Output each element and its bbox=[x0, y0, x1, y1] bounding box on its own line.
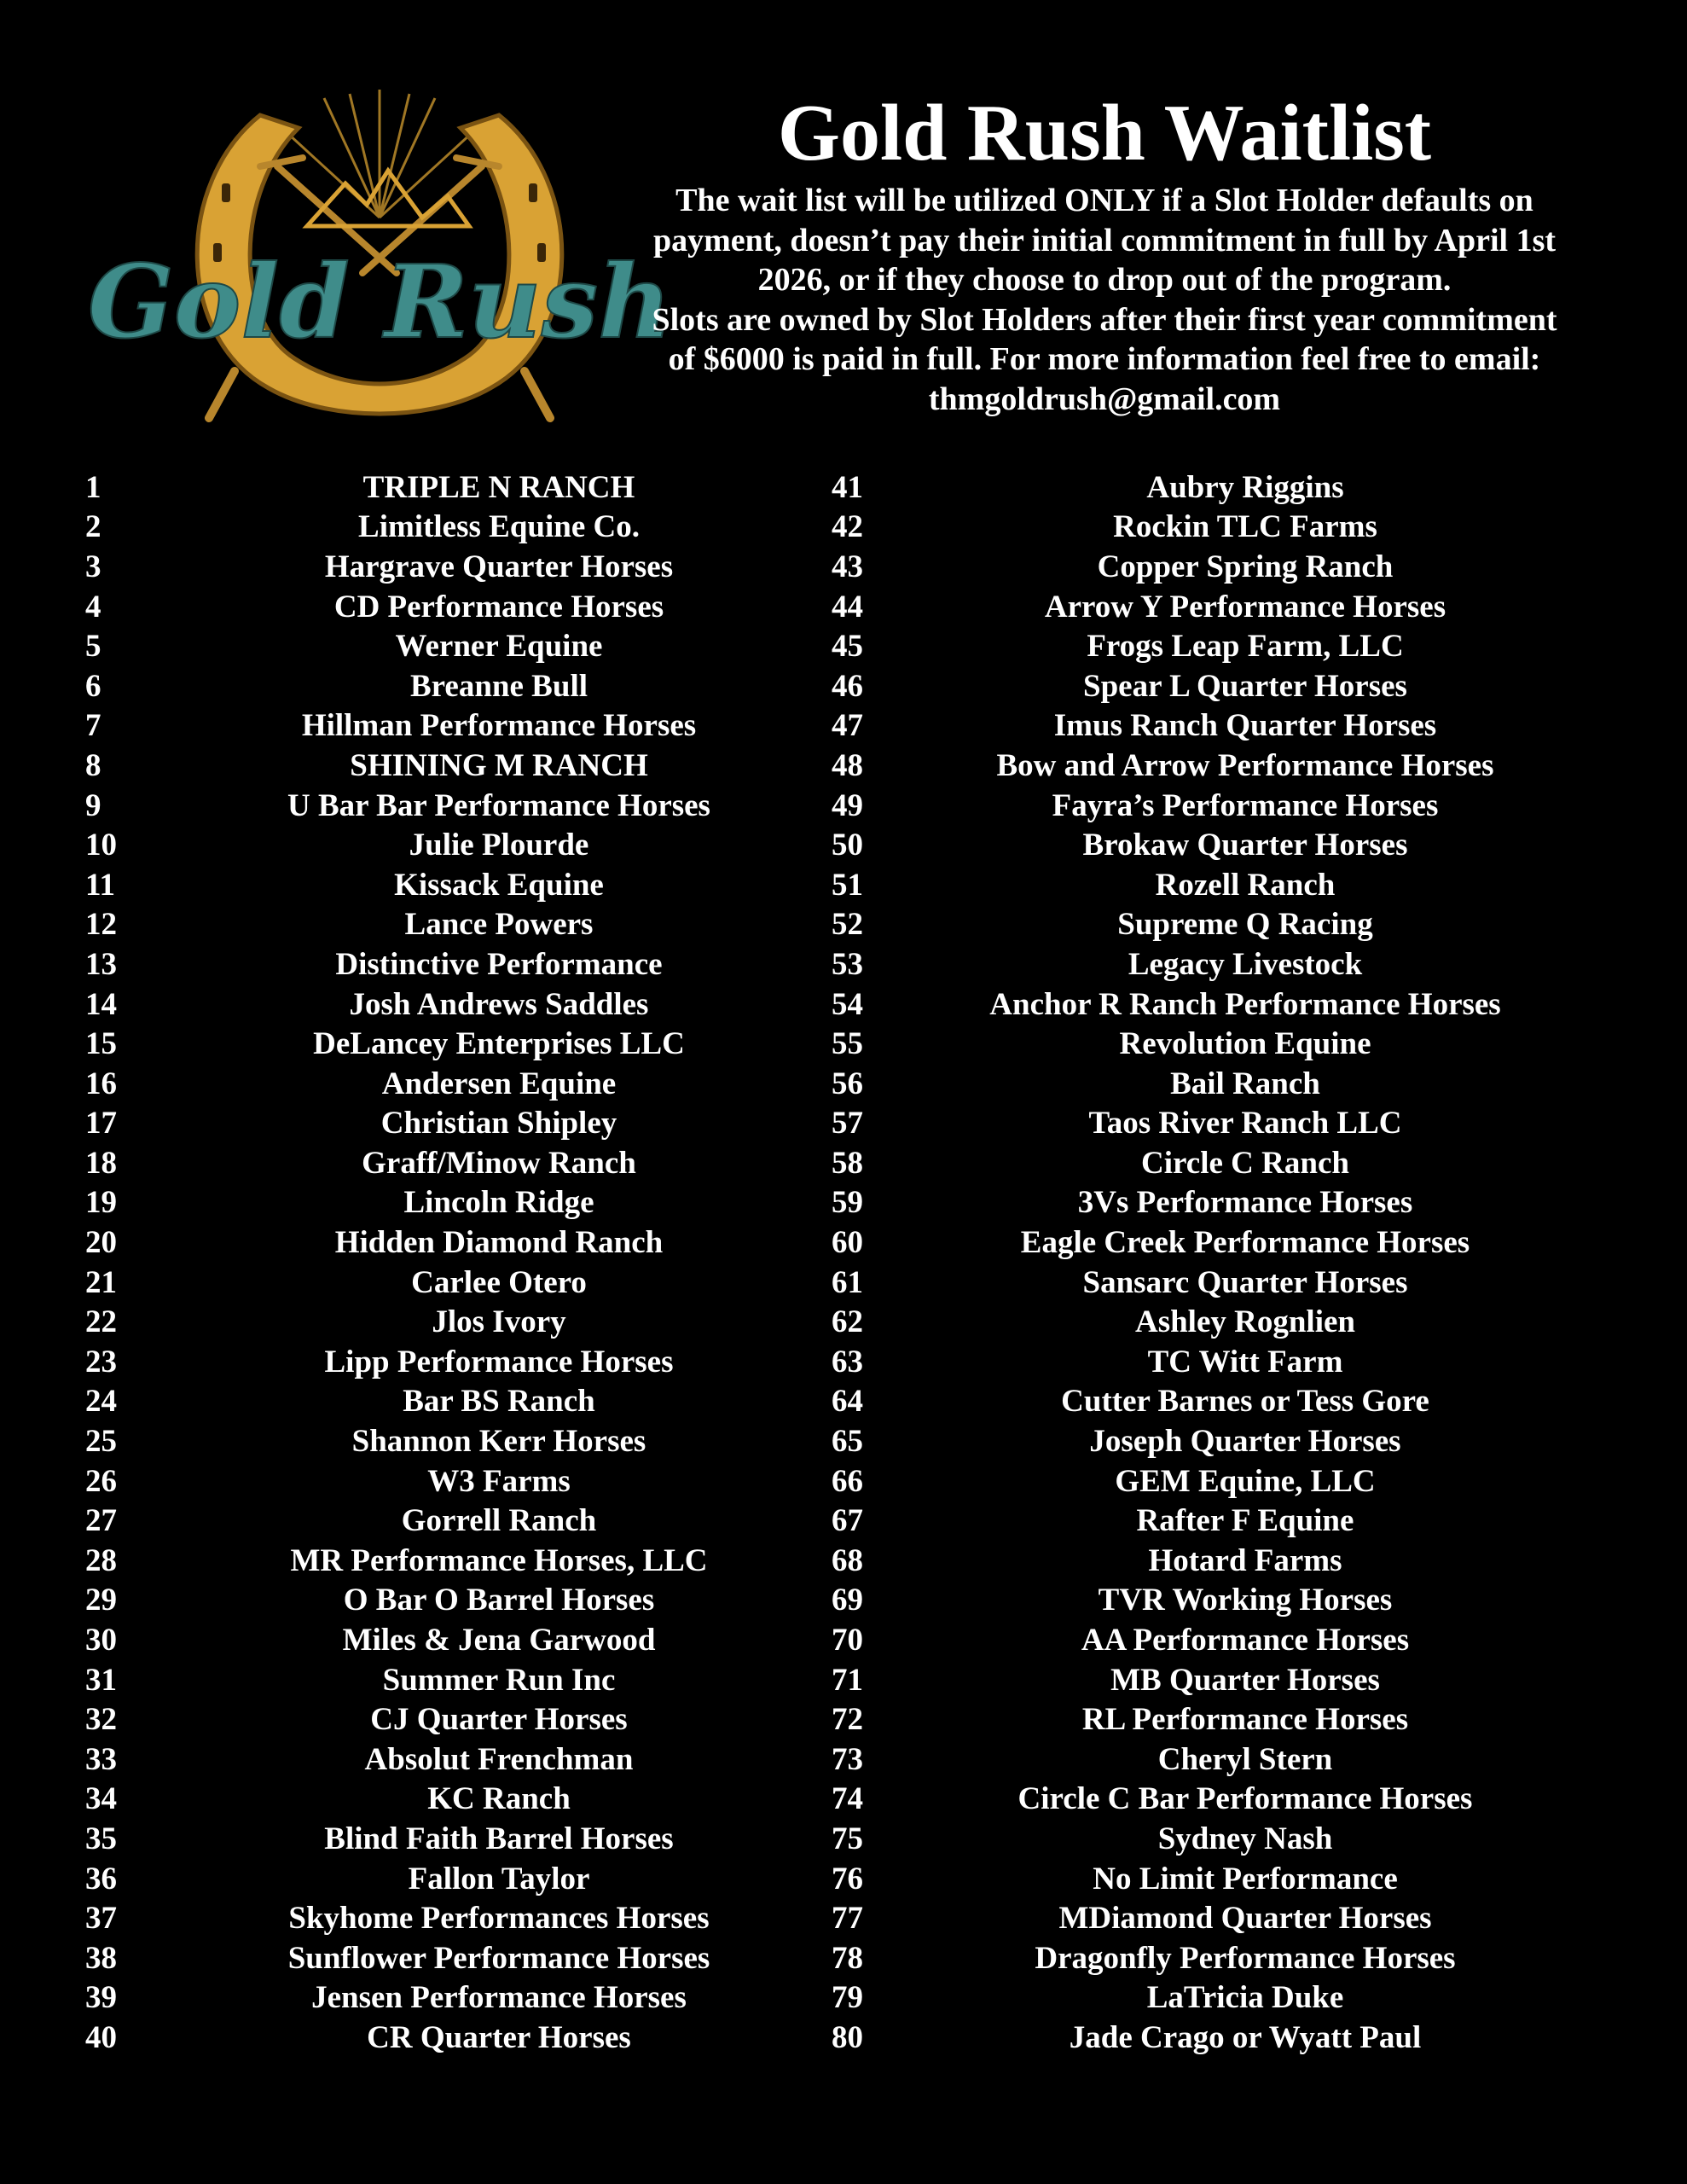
list-item bbox=[832, 1223, 1616, 1263]
list-item bbox=[85, 1223, 870, 1263]
slot-holder-name: Blind Faith Barrel Horses bbox=[324, 1821, 674, 1856]
slot-number: 49 bbox=[832, 787, 863, 823]
slot-holder-name: Bail Ranch bbox=[1170, 1066, 1320, 1101]
slot-number: 57 bbox=[832, 1106, 863, 1141]
slot-number: 30 bbox=[85, 1623, 117, 1658]
list-item bbox=[85, 1461, 870, 1502]
list-item bbox=[832, 1620, 1616, 1660]
slot-number: 43 bbox=[832, 549, 863, 584]
slot-number: 72 bbox=[832, 1702, 863, 1738]
slot-holder-name: Bar BS Ranch bbox=[403, 1384, 595, 1420]
list-item bbox=[832, 1660, 1616, 1700]
list-item bbox=[85, 1898, 870, 1938]
slot-number: 11 bbox=[85, 867, 115, 903]
list-item bbox=[85, 1302, 870, 1342]
slot-number: 47 bbox=[832, 708, 863, 744]
description bbox=[640, 181, 1569, 420]
list-item bbox=[832, 1263, 1616, 1303]
slot-number: 7 bbox=[85, 708, 101, 744]
slot-holder-name: Distinctive Performance bbox=[335, 946, 663, 982]
slot-holder-name: Christian Shipley bbox=[380, 1106, 617, 1141]
slot-holder-name: Spear L Quarter Horses bbox=[1083, 668, 1407, 704]
horseshoe-pickaxe-mountain-icon bbox=[88, 90, 671, 448]
description-line: 2026, or if they choose to drop out of the program. bbox=[757, 262, 1452, 299]
slot-number: 38 bbox=[85, 1940, 117, 1976]
slot-holder-name: Shannon Kerr Horses bbox=[351, 1424, 646, 1460]
list-item bbox=[85, 1541, 870, 1581]
list-item bbox=[85, 1143, 870, 1183]
slot-number: 9 bbox=[85, 787, 101, 823]
slot-holder-name: W3 Farms bbox=[427, 1463, 571, 1499]
list-item bbox=[832, 1104, 1616, 1144]
slot-number: 17 bbox=[85, 1106, 117, 1141]
slot-number: 77 bbox=[832, 1901, 863, 1937]
list-item bbox=[832, 985, 1616, 1025]
slot-number: 53 bbox=[832, 946, 863, 982]
slot-number: 34 bbox=[85, 1781, 117, 1817]
slot-number: 80 bbox=[832, 2019, 863, 2055]
list-item bbox=[85, 1859, 870, 1899]
slot-number: 27 bbox=[85, 1503, 117, 1539]
slot-number: 76 bbox=[832, 1861, 863, 1896]
slot-holder-name: MB Quarter Horses bbox=[1110, 1662, 1380, 1698]
slot-number: 6 bbox=[85, 668, 101, 704]
slot-holder-name: Cheryl Stern bbox=[1157, 1741, 1333, 1777]
slot-holder-name: TVR Working Horses bbox=[1098, 1583, 1393, 1618]
slot-holder-name: Brokaw Quarter Horses bbox=[1082, 828, 1408, 863]
slot-holder-name: Hotard Farms bbox=[1148, 1542, 1342, 1578]
slot-number: 56 bbox=[832, 1066, 863, 1101]
list-item bbox=[832, 1938, 1616, 1978]
slot-number: 29 bbox=[85, 1583, 117, 1618]
slot-number: 1 bbox=[85, 469, 101, 505]
list-item bbox=[832, 944, 1616, 985]
list-item bbox=[832, 746, 1616, 786]
slot-number: 46 bbox=[832, 668, 863, 704]
slot-number: 13 bbox=[85, 946, 117, 982]
slot-number: 37 bbox=[85, 1901, 117, 1937]
description-line: payment, doesn’t pay their initial commitment in full by April 1st bbox=[652, 222, 1557, 258]
list-item bbox=[832, 1740, 1616, 1780]
list-item bbox=[832, 1699, 1616, 1740]
slot-holder-name: Absolut Frenchman bbox=[364, 1741, 634, 1777]
list-item bbox=[832, 786, 1616, 826]
slot-holder-name: AA Performance Horses bbox=[1081, 1623, 1410, 1658]
list-item bbox=[832, 666, 1616, 706]
slot-number: 63 bbox=[832, 1344, 863, 1380]
list-item bbox=[832, 468, 1616, 508]
page-title: Gold Rush Waitlist bbox=[777, 89, 1432, 177]
list-item bbox=[85, 587, 870, 627]
slot-number: 2 bbox=[85, 509, 101, 545]
list-item bbox=[85, 1660, 870, 1700]
slot-number: 33 bbox=[85, 1741, 117, 1777]
slot-number: 62 bbox=[832, 1304, 863, 1340]
slot-holder-name: LaTricia Duke bbox=[1146, 1980, 1344, 2016]
slot-number: 26 bbox=[85, 1463, 117, 1499]
slot-holder-name: Lipp Performance Horses bbox=[324, 1344, 674, 1380]
list-item bbox=[85, 1699, 870, 1740]
list-item bbox=[85, 1183, 870, 1223]
list-item bbox=[85, 706, 870, 746]
slot-number: 32 bbox=[85, 1702, 117, 1738]
slot-number: 74 bbox=[832, 1781, 863, 1817]
slot-holder-name: Skyhome Performances Horses bbox=[288, 1901, 710, 1937]
slot-holder-name: Copper Spring Ranch bbox=[1097, 549, 1394, 584]
list-item bbox=[832, 905, 1616, 945]
list-item bbox=[832, 706, 1616, 746]
slot-number: 28 bbox=[85, 1542, 117, 1578]
list-item bbox=[832, 1183, 1616, 1223]
list-item bbox=[85, 1978, 870, 2018]
slot-holder-name: Miles & Jena Garwood bbox=[342, 1623, 656, 1658]
list-item bbox=[85, 1064, 870, 1104]
slot-holder-name: Circle C Ranch bbox=[1141, 1145, 1349, 1181]
list-item bbox=[85, 944, 870, 985]
slot-holder-name: Bow and Arrow Performance Horses bbox=[996, 747, 1494, 783]
list-item bbox=[832, 626, 1616, 666]
list-item bbox=[832, 508, 1616, 548]
slot-holder-name: Ashley Rognlien bbox=[1134, 1304, 1355, 1340]
slot-holder-name: CD Performance Horses bbox=[333, 589, 664, 624]
list-item bbox=[85, 1421, 870, 1461]
list-item bbox=[85, 508, 870, 548]
slot-number: 45 bbox=[832, 629, 863, 665]
slot-number: 50 bbox=[832, 828, 863, 863]
slot-number: 55 bbox=[832, 1026, 863, 1062]
slot-number: 70 bbox=[832, 1623, 863, 1658]
list-item bbox=[832, 1302, 1616, 1342]
slot-number: 22 bbox=[85, 1304, 117, 1340]
slot-number: 69 bbox=[832, 1583, 863, 1618]
slot-holder-name: No Limit Performance bbox=[1093, 1861, 1398, 1896]
slot-number: 18 bbox=[85, 1145, 117, 1181]
slot-number: 20 bbox=[85, 1225, 117, 1261]
slot-number: 39 bbox=[85, 1980, 117, 2016]
slot-number: 48 bbox=[832, 747, 863, 783]
slot-number: 40 bbox=[85, 2019, 117, 2055]
list-item bbox=[85, 1740, 870, 1780]
waitlist-right-column bbox=[832, 468, 1616, 2058]
slot-number: 75 bbox=[832, 1821, 863, 1856]
slot-holder-name: Kissack Equine bbox=[394, 867, 604, 903]
slot-holder-name: RL Performance Horses bbox=[1081, 1702, 1409, 1738]
slot-holder-name: Anchor R Ranch Performance Horses bbox=[989, 986, 1501, 1022]
list-item bbox=[832, 825, 1616, 865]
slot-holder-name: CR Quarter Horses bbox=[367, 2019, 631, 2055]
slot-holder-name: O Bar O Barrel Horses bbox=[343, 1583, 655, 1618]
slot-number: 58 bbox=[832, 1145, 863, 1181]
slot-number: 59 bbox=[832, 1185, 863, 1221]
list-item bbox=[832, 1342, 1616, 1382]
slot-number: 35 bbox=[85, 1821, 117, 1856]
slot-holder-name: TC Witt Farm bbox=[1147, 1344, 1343, 1380]
list-item bbox=[85, 1104, 870, 1144]
slot-holder-name: Sunflower Performance Horses bbox=[287, 1940, 710, 1976]
list-item bbox=[85, 666, 870, 706]
description-line: of $6000 is paid in full. For more information feel free to email: bbox=[668, 341, 1541, 378]
slot-number: 52 bbox=[832, 907, 863, 943]
slot-holder-name: Hargrave Quarter Horses bbox=[324, 549, 674, 584]
list-item bbox=[85, 468, 870, 508]
list-item bbox=[85, 1819, 870, 1859]
slot-holder-name: CJ Quarter Horses bbox=[370, 1702, 628, 1738]
slot-number: 24 bbox=[85, 1384, 117, 1420]
slot-number: 10 bbox=[85, 828, 117, 863]
slot-holder-name: MR Performance Horses, LLC bbox=[290, 1542, 708, 1578]
list-item bbox=[85, 985, 870, 1025]
slot-holder-name: Julie Plourde bbox=[409, 828, 589, 863]
list-item bbox=[832, 587, 1616, 627]
slot-holder-name: SHINING M RANCH bbox=[350, 747, 648, 783]
list-item bbox=[85, 905, 870, 945]
slot-holder-name: Rockin TLC Farms bbox=[1113, 509, 1377, 545]
slot-holder-name: Sydney Nash bbox=[1157, 1821, 1333, 1856]
list-item bbox=[832, 1501, 1616, 1541]
list-item bbox=[85, 1780, 870, 1820]
list-item bbox=[832, 1064, 1616, 1104]
slot-holder-name: MDiamond Quarter Horses bbox=[1058, 1901, 1432, 1937]
list-item bbox=[85, 1581, 870, 1621]
slot-holder-name: Gorrell Ranch bbox=[401, 1503, 597, 1539]
list-item bbox=[832, 1421, 1616, 1461]
slot-holder-name: Frogs Leap Farm, LLC bbox=[1087, 629, 1404, 665]
slot-holder-name: Graff/Minow Ranch bbox=[362, 1145, 636, 1181]
slot-number: 54 bbox=[832, 986, 863, 1022]
slot-number: 65 bbox=[832, 1424, 863, 1460]
slot-holder-name: Aubry Riggins bbox=[1146, 469, 1344, 505]
slot-holder-name: Joseph Quarter Horses bbox=[1089, 1424, 1401, 1460]
slot-number: 19 bbox=[85, 1185, 117, 1221]
list-item bbox=[832, 1382, 1616, 1422]
list-item bbox=[832, 1581, 1616, 1621]
slot-holder-name: Revolution Equine bbox=[1119, 1026, 1371, 1062]
list-item bbox=[832, 1780, 1616, 1820]
list-item bbox=[85, 2018, 870, 2058]
list-item bbox=[832, 1143, 1616, 1183]
list-item bbox=[85, 1382, 870, 1422]
slot-holder-name: Josh Andrews Saddles bbox=[349, 986, 649, 1022]
slot-number: 60 bbox=[832, 1225, 863, 1261]
slot-holder-name: Imus Ranch Quarter Horses bbox=[1053, 708, 1437, 744]
slot-holder-name: Carlee Otero bbox=[411, 1264, 587, 1300]
slot-number: 16 bbox=[85, 1066, 117, 1101]
slot-number: 8 bbox=[85, 747, 101, 783]
slot-holder-name: Jade Crago or Wyatt Paul bbox=[1069, 2019, 1422, 2055]
slot-holder-name: Summer Run Inc bbox=[382, 1662, 616, 1698]
slot-holder-name: TRIPLE N RANCH bbox=[362, 469, 635, 505]
slot-holder-name: Lincoln Ridge bbox=[403, 1185, 594, 1221]
list-item bbox=[85, 626, 870, 666]
slot-holder-name: Rafter F Equine bbox=[1136, 1503, 1354, 1539]
slot-holder-name: Hillman Performance Horses bbox=[301, 708, 697, 744]
slot-holder-name: GEM Equine, LLC bbox=[1115, 1463, 1376, 1499]
slot-holder-name: KC Ranch bbox=[427, 1781, 571, 1817]
slot-number: 31 bbox=[85, 1662, 117, 1698]
waitlist-left-column bbox=[85, 468, 870, 2058]
list-item bbox=[85, 1620, 870, 1660]
list-item bbox=[832, 1859, 1616, 1899]
slot-holder-name: Rozell Ranch bbox=[1155, 867, 1336, 903]
slot-holder-name: Sansarc Quarter Horses bbox=[1082, 1264, 1408, 1300]
header bbox=[640, 85, 1569, 420]
slot-holder-name: Breanne Bull bbox=[410, 668, 588, 704]
list-item bbox=[85, 746, 870, 786]
slot-number: 64 bbox=[832, 1384, 863, 1420]
description-line: The wait list will be utilized ONLY if a Slot Holder defaults on bbox=[675, 183, 1533, 218]
slot-number: 78 bbox=[832, 1940, 863, 1976]
slot-number: 3 bbox=[85, 549, 101, 584]
slot-holder-name: Supreme Q Racing bbox=[1117, 907, 1373, 943]
slot-number: 15 bbox=[85, 1026, 117, 1062]
slot-number: 66 bbox=[832, 1463, 863, 1499]
slot-holder-name: Hidden Diamond Ranch bbox=[334, 1225, 664, 1261]
list-item bbox=[832, 2018, 1616, 2058]
slot-number: 41 bbox=[832, 469, 863, 505]
list-item bbox=[85, 1938, 870, 1978]
slot-holder-name: Arrow Y Performance Horses bbox=[1044, 589, 1446, 624]
list-item bbox=[85, 547, 870, 587]
slot-number: 36 bbox=[85, 1861, 117, 1896]
slot-holder-name: Werner Equine bbox=[395, 629, 603, 665]
slot-number: 73 bbox=[832, 1741, 863, 1777]
list-item bbox=[832, 1461, 1616, 1502]
slot-holder-name: Fallon Taylor bbox=[408, 1861, 590, 1896]
slot-holder-name: U Bar Bar Performance Horses bbox=[287, 787, 710, 823]
slot-holder-name: Eagle Creek Performance Horses bbox=[1020, 1225, 1470, 1261]
slot-holder-name: 3Vs Performance Horses bbox=[1077, 1185, 1413, 1221]
list-item bbox=[832, 547, 1616, 587]
description-line: Slots are owned by Slot Holders after their first year commitment bbox=[652, 301, 1557, 338]
slot-number: 71 bbox=[832, 1662, 863, 1698]
list-item bbox=[85, 1024, 870, 1064]
slot-number: 5 bbox=[85, 629, 101, 665]
slot-number: 25 bbox=[85, 1424, 117, 1460]
slot-holder-name: Fayra’s Performance Horses bbox=[1052, 787, 1439, 823]
slot-number: 68 bbox=[832, 1542, 863, 1578]
slot-number: 79 bbox=[832, 1980, 863, 2016]
list-item bbox=[832, 1024, 1616, 1064]
slot-number: 42 bbox=[832, 509, 863, 545]
list-item bbox=[832, 1898, 1616, 1938]
slot-holder-name: Lance Powers bbox=[404, 907, 594, 943]
contact-email[interactable]: thmgoldrush@gmail.com bbox=[928, 380, 1281, 417]
list-item bbox=[85, 1342, 870, 1382]
list-item bbox=[85, 1263, 870, 1303]
slot-number: 12 bbox=[85, 907, 117, 943]
slot-holder-name: Dragonfly Performance Horses bbox=[1035, 1940, 1456, 1976]
list-item bbox=[85, 786, 870, 826]
list-item bbox=[85, 825, 870, 865]
slot-holder-name: Taos River Ranch LLC bbox=[1088, 1106, 1402, 1141]
slot-number: 4 bbox=[85, 589, 101, 624]
logo-text: Gold Rush bbox=[88, 242, 671, 361]
slot-number: 67 bbox=[832, 1503, 863, 1539]
slot-number: 51 bbox=[832, 867, 863, 903]
slot-number: 23 bbox=[85, 1344, 117, 1380]
list-item bbox=[832, 865, 1616, 905]
slot-holder-name: Jlos Ivory bbox=[432, 1304, 566, 1340]
slot-holder-name: Circle C Bar Performance Horses bbox=[1017, 1781, 1473, 1817]
slot-number: 44 bbox=[832, 589, 863, 624]
list-item bbox=[85, 865, 870, 905]
slot-number: 61 bbox=[832, 1264, 863, 1300]
slot-number: 14 bbox=[85, 986, 117, 1022]
slot-holder-name: DeLancey Enterprises LLC bbox=[313, 1026, 685, 1062]
list-item bbox=[832, 1978, 1616, 2018]
slot-number: 21 bbox=[85, 1264, 117, 1300]
list-item bbox=[85, 1501, 870, 1541]
list-item bbox=[832, 1541, 1616, 1581]
slot-holder-name: Jensen Performance Horses bbox=[311, 1980, 687, 2016]
slot-holder-name: Cutter Barnes or Tess Gore bbox=[1061, 1384, 1429, 1420]
slot-holder-name: Andersen Equine bbox=[381, 1066, 617, 1101]
slot-holder-name: Limitless Equine Co. bbox=[358, 509, 640, 545]
gold-rush-logo bbox=[88, 90, 671, 448]
slot-holder-name: Legacy Livestock bbox=[1128, 946, 1363, 982]
list-item bbox=[832, 1819, 1616, 1859]
